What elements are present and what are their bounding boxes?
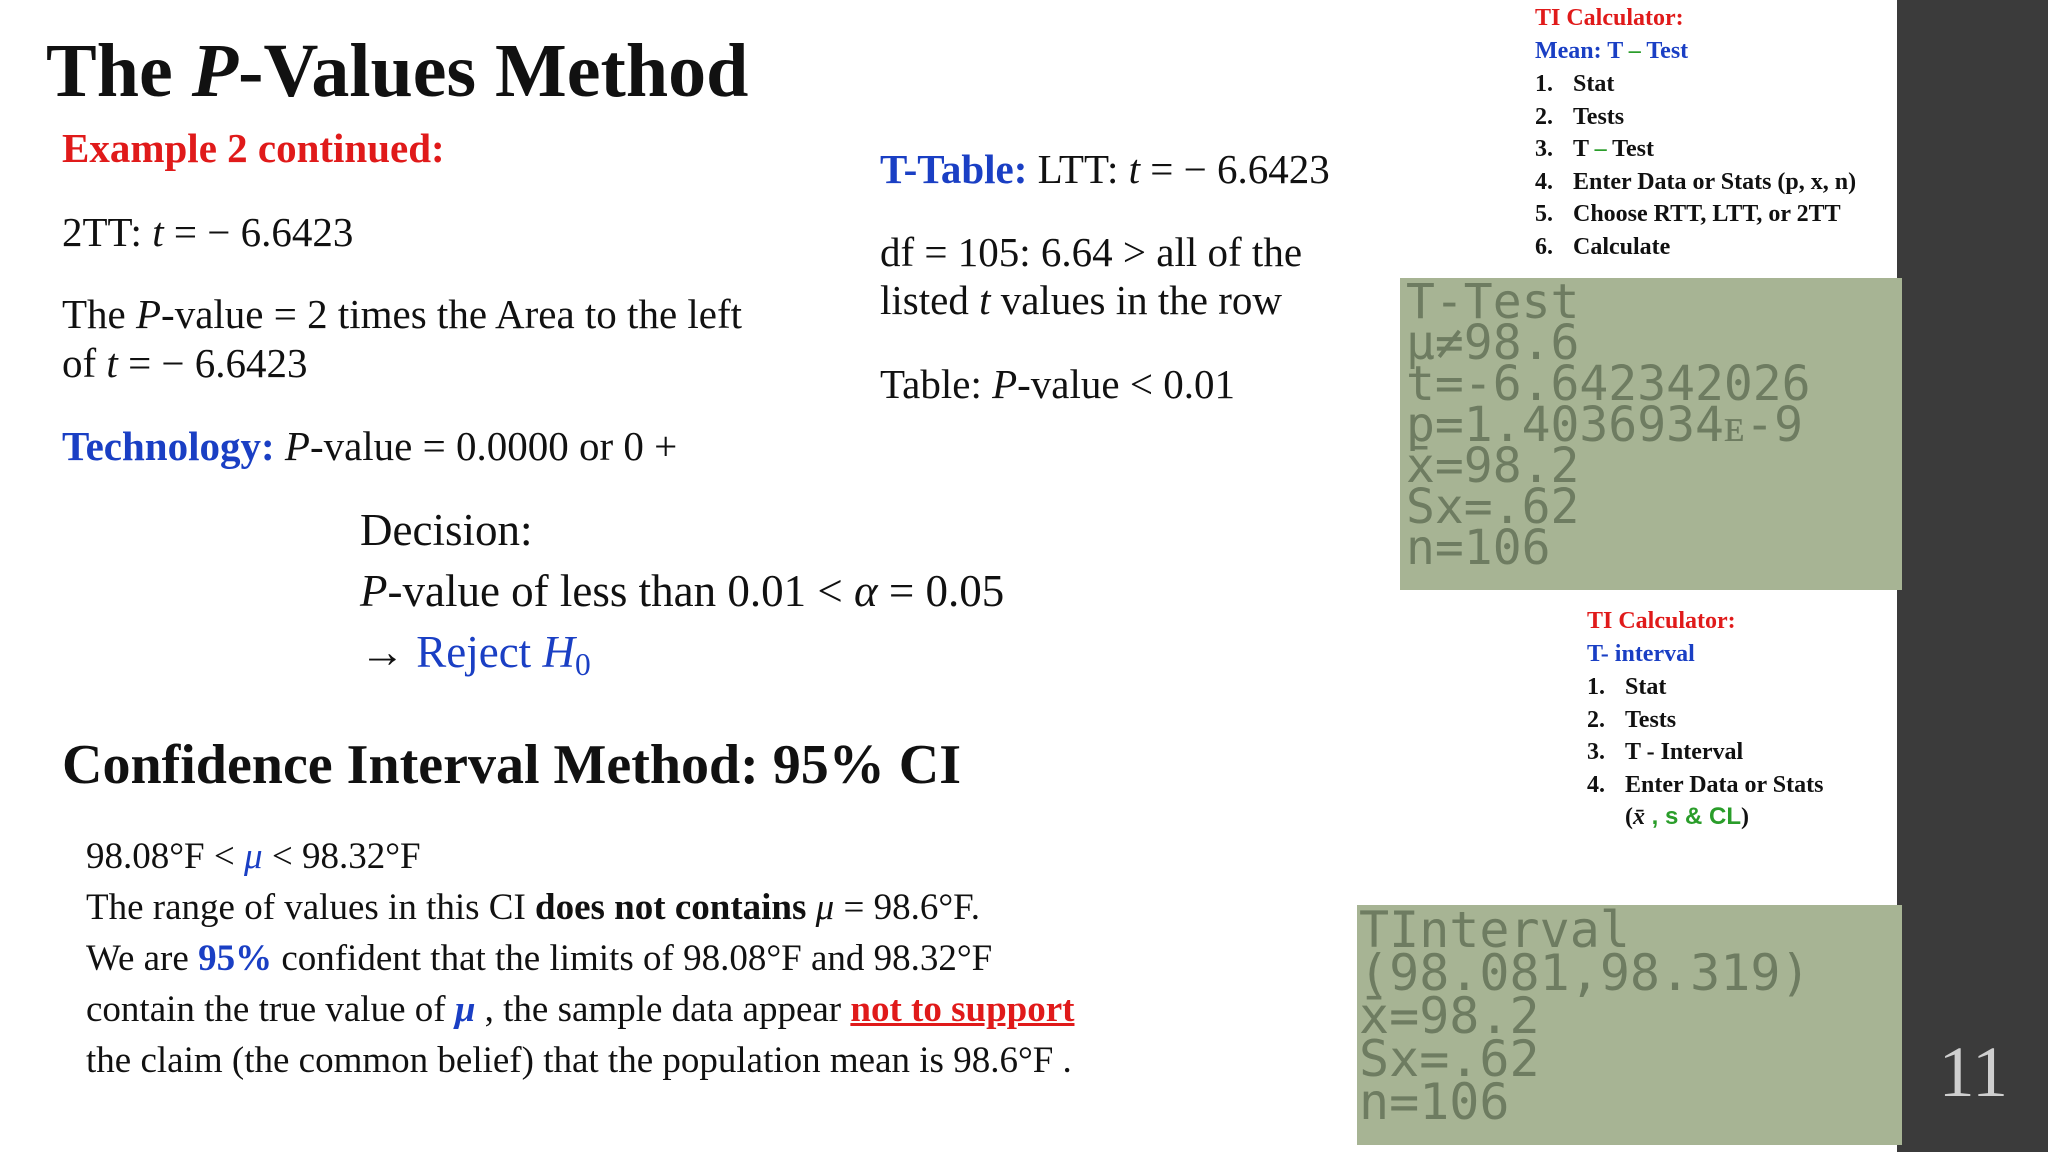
technology-line: Technology: P-value = 0.0000 or 0 +: [62, 423, 678, 469]
decision-result: → Reject $H_0$: [360, 627, 591, 682]
decision-comparison: P-value of less than 0.01 < α = 0.05: [360, 566, 1005, 616]
example-heading: Example 2 continued:: [62, 125, 445, 171]
tinterval-steps: 1. Stat 2. Tests 3. T - Interval 4. Enter Data or Stats (x̄ , s & CL): [1587, 674, 1824, 830]
ttest-instructions: TI Calculator: Mean: T – Test 1. Stat 2. Tests 3. T – Test 4. Enter Data or Stats (p, x, n) 5. Choose RTT, LTT, or 2TT 6. Calculate: [1535, 2, 1856, 263]
ttest-calculator-screen: T-Test μ≠98.6 t=-6.642342026 p=1.4036934ᴇ-9 x̄=98.2 Sx=.62 n=106: [1400, 278, 1902, 590]
slide-title: The P-Values Method: [46, 29, 749, 113]
ci-interval-line: 98.08°F < μ < 98.32°F: [86, 836, 421, 877]
tinterval-calculator-screen: TInterval (98.081,98.319) x̄=98.2 Sx=.62 n=106: [1357, 905, 1902, 1145]
ttable-line: T-Table: LTT: t = − 6.6423: [880, 146, 1330, 192]
decision-block: [360, 500, 1004, 695]
ci-paragraph: 98.08°F < μ < 98.32°F The range of values in this CI does not contains μ = 98.6°F. We are 95% confident that the limits of 98.08°F and 98.32°F contain the true value of μ , the sample data appear not to support the claim (the common belief) that the population mean is 98.6°F .: [86, 831, 1074, 1086]
ttest-steps: 1. Stat 2. Tests 3. T – Test 4. Enter Data or Stats (p, x, n) 5. Choose RTT, LTT, or 2TT 6. Calculate: [1535, 71, 1857, 260]
two-tail-test-line: 2TT: t = − 6.6423: [62, 209, 354, 255]
arrow-right-icon: →: [360, 627, 417, 677]
page-number: 11: [1938, 1032, 2008, 1112]
df-description: df = 105: 6.64 > all of the listed t values in the row: [880, 229, 1303, 323]
sidebar-band: [1897, 0, 2048, 1152]
table-pvalue-line: Table: P-value < 0.01: [880, 361, 1235, 407]
not-to-support-link[interactable]: not to support: [850, 989, 1075, 1030]
pvalue-description: The P-value = 2 times the Area to the left of t = − 6.6423: [62, 291, 743, 386]
tinterval-instructions: TI Calculator: T- interval 1. Stat 2. Tests 3. T - Interval 4. Enter Data or Stats (x̄ , s & CL): [1587, 605, 1823, 834]
decision-label: Decision:: [360, 505, 533, 555]
ci-heading: Confidence Interval Method: 95% CI: [62, 734, 962, 796]
